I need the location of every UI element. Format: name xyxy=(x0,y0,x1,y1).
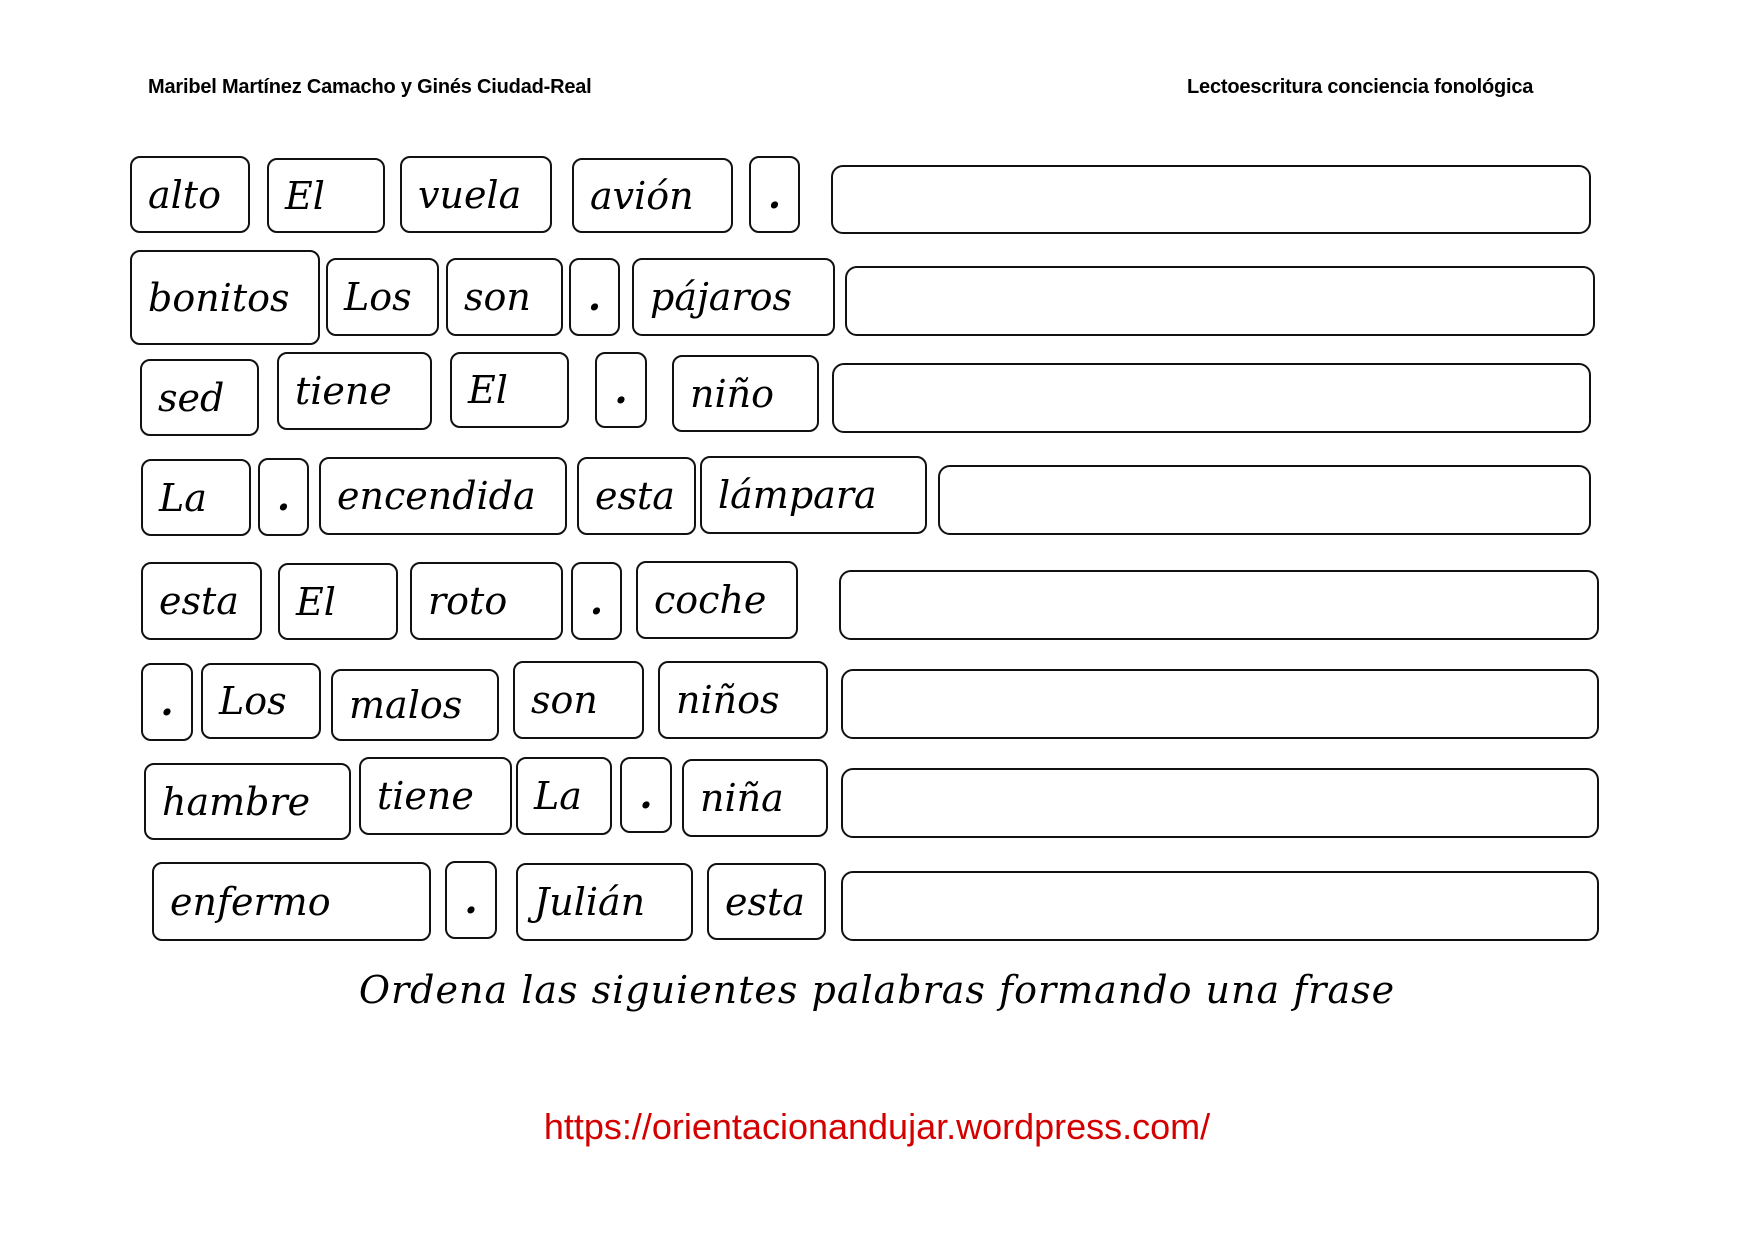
word-tile[interactable]: niño xyxy=(672,355,819,432)
word-tile[interactable]: Los xyxy=(326,258,439,336)
instruction-text: Ordena las siguientes palabras formando una frase xyxy=(358,968,1396,1012)
answer-box[interactable] xyxy=(938,465,1591,535)
word-tile[interactable]: pájaros xyxy=(632,258,835,336)
word-row-8 xyxy=(0,861,1754,941)
word-tile[interactable]: esta xyxy=(141,562,262,640)
period-tile[interactable]: . xyxy=(258,458,309,536)
word-tile[interactable]: enfermo xyxy=(152,862,431,941)
word-tile[interactable]: niños xyxy=(658,661,828,739)
period-tile[interactable]: . xyxy=(620,757,672,833)
word-tile[interactable]: lámpara xyxy=(700,456,927,534)
word-row-6 xyxy=(0,661,1754,741)
answer-box[interactable] xyxy=(841,669,1599,739)
word-row-5 xyxy=(0,561,1754,641)
period-tile[interactable]: . xyxy=(571,562,622,640)
word-tile[interactable]: El xyxy=(278,563,398,640)
word-tile[interactable]: malos xyxy=(331,669,499,741)
header-subject: Lectoescritura conciencia fonológica xyxy=(1187,76,1534,98)
word-tile[interactable]: La xyxy=(141,459,251,536)
answer-box[interactable] xyxy=(831,165,1591,234)
word-row-4 xyxy=(0,456,1754,536)
word-tile[interactable]: son xyxy=(446,258,563,336)
period-tile[interactable]: . xyxy=(445,861,497,939)
word-tile[interactable]: avión xyxy=(572,158,733,233)
word-tile[interactable]: esta xyxy=(707,863,826,940)
word-tile[interactable]: Julián xyxy=(516,863,693,941)
word-tile[interactable]: La xyxy=(516,757,612,835)
word-tile[interactable]: hambre xyxy=(144,763,351,840)
answer-box[interactable] xyxy=(841,871,1599,941)
word-tile[interactable]: roto xyxy=(410,562,563,640)
word-tile[interactable]: El xyxy=(450,352,569,428)
word-tile[interactable]: encendida xyxy=(319,457,567,535)
word-tile[interactable]: Los xyxy=(201,663,321,739)
answer-box[interactable] xyxy=(845,266,1595,336)
word-tile[interactable]: vuela xyxy=(400,156,552,233)
word-tile[interactable]: niña xyxy=(682,759,828,837)
word-tile[interactable]: El xyxy=(267,158,385,233)
word-tile[interactable]: tiene xyxy=(277,352,432,430)
answer-box[interactable] xyxy=(839,570,1599,640)
word-tile[interactable]: bonitos xyxy=(130,250,320,345)
answer-box[interactable] xyxy=(841,768,1599,838)
word-row-1 xyxy=(0,156,1754,236)
word-tile[interactable]: coche xyxy=(636,561,798,639)
word-tile[interactable]: tiene xyxy=(359,757,512,835)
answer-box[interactable] xyxy=(832,363,1591,433)
period-tile[interactable]: . xyxy=(141,663,193,741)
footer-url-link[interactable]: https://orientacionandujar.wordpress.com/ xyxy=(543,1106,1211,1147)
word-row-7 xyxy=(0,757,1754,837)
word-row-2 xyxy=(0,250,1754,330)
word-row-3 xyxy=(0,352,1754,432)
period-tile[interactable]: . xyxy=(595,352,647,428)
header-authors: Maribel Martínez Camacho y Ginés Ciudad-Real xyxy=(148,76,592,98)
period-tile[interactable]: . xyxy=(749,156,800,233)
word-tile[interactable]: alto xyxy=(130,156,250,233)
word-tile[interactable]: esta xyxy=(577,457,696,535)
word-tile[interactable]: sed xyxy=(140,359,259,436)
period-tile[interactable]: . xyxy=(569,258,620,336)
word-tile[interactable]: son xyxy=(513,661,644,739)
